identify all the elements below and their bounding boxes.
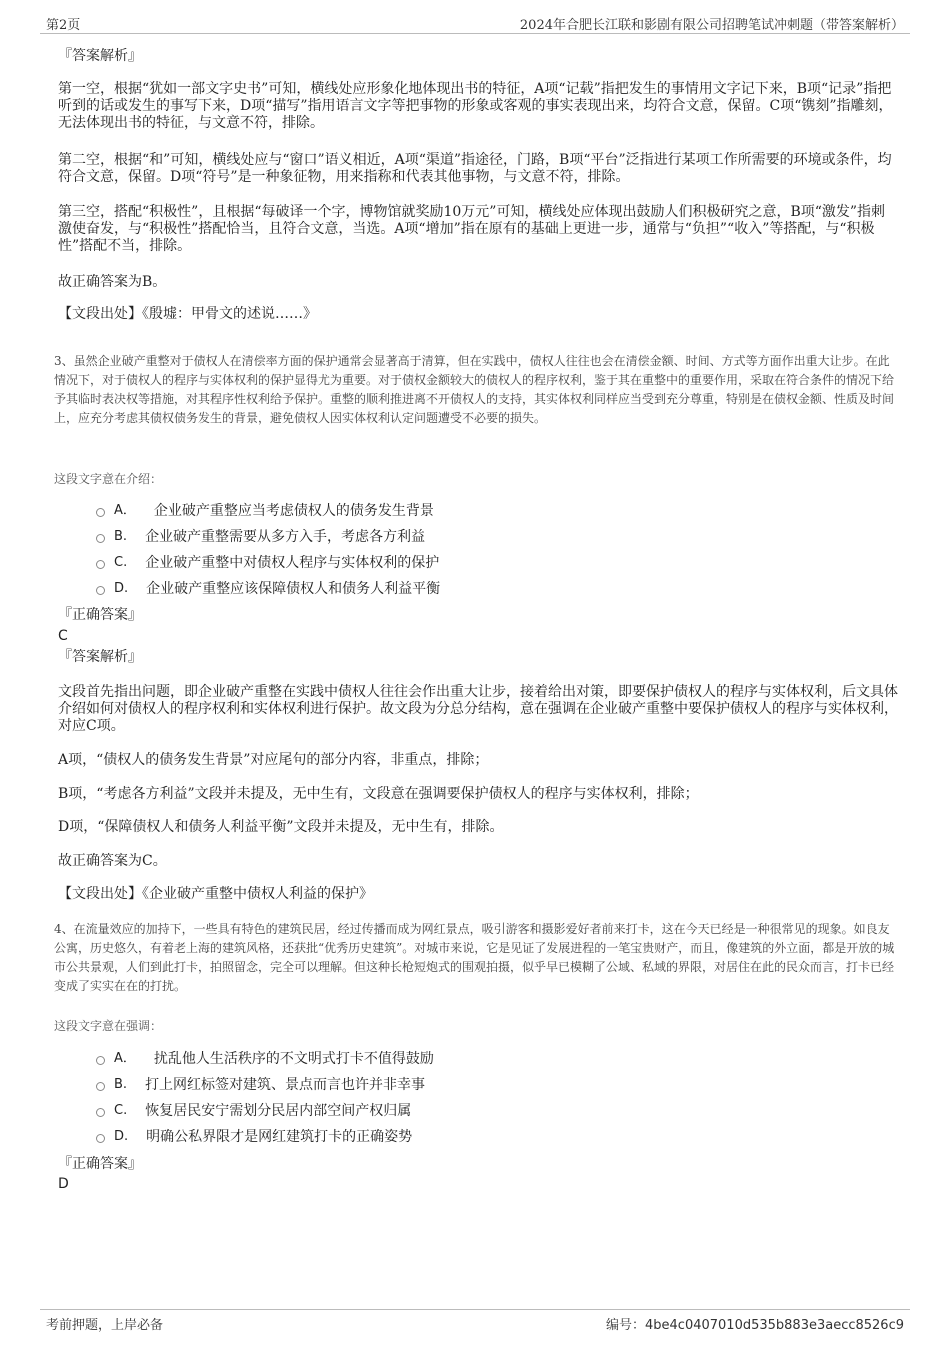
code-value: 4be4c0407010d535b883e3aecc8526c9 <box>645 1318 904 1333</box>
q4-option-d[interactable] <box>96 1127 412 1147</box>
q3-question-text: 3、虽然企业破产重整对于债权人在清偿率方面的保护通常会显著高于清算，但在实践中，债权人往往也会在清偿金额、时间、方式等方面作出重大让步。在此情况下，对于债权人的程序与实体权利的保护显得尤为重要。对于债权金额较大的债权人的程序权利，鉴于其在重整中的重要作用，采取在符合条件的情况下给予其临时表决权等措施，对其程序性权利给予保护。重整的顺利推进离不开债权人的支持，其实体权利同样应当受到充分尊重，特别是在债权金额、性质及时间上，应充分考虑其债权债务发生的背景，避免债权人因实体权利认定问题遭受不必要的损失。 <box>54 354 895 425</box>
q3-source: 【文段出处】《企业破产重整中债权人利益的保护》 <box>58 886 373 902</box>
radio-button[interactable] <box>96 1108 105 1117</box>
q3-option-c[interactable] <box>96 553 439 573</box>
q3-analysis-p3: B项，“考虑各方利益”文段并未提及，无中生有，文段意在强调要保护债权人的程序与实体权利，排除； <box>58 786 699 802</box>
option-text: 明确公私界限才是网红建筑打卡的正确姿势 <box>146 1129 413 1145</box>
option-text: 打上网红标签对建筑、景点而言也许并非幸事 <box>145 1077 426 1093</box>
document-title: 2024年合肥长江联和影剧有限公司招聘笔试冲刺题（带答案解析） <box>519 18 904 33</box>
option-letter: B. <box>114 529 128 544</box>
footer-code <box>606 1314 904 1333</box>
option-letter: C. <box>114 1103 128 1118</box>
q3-correct-label: 『正确答案』 <box>58 607 142 623</box>
footer-slogan: 考前押题，上岸必备 <box>46 1318 164 1333</box>
radio-button[interactable] <box>96 1082 105 1091</box>
option-letter: A． <box>114 1051 136 1066</box>
q3-option-d[interactable] <box>96 579 440 599</box>
option-text: 企业破产重整中对债权人程序与实体权利的保护 <box>145 555 440 571</box>
radio-button[interactable] <box>96 508 105 517</box>
q4-option-b[interactable] <box>96 1075 425 1095</box>
q2-analysis-p2: 第二空，根据“和”可知，横线处应与“窗口”语义相近，A项“渠道”指途径，门路，B项“平台”泛指进行某项工作所需要的环境或条件，均符合文意，保留。D项“符号”是一种象征物，用来指称和代表其他事物，与文意不符，排除。 <box>58 152 892 185</box>
footer-divider <box>40 1309 910 1310</box>
q3-correct-answer: C <box>58 628 68 644</box>
q3-analysis-p2: A项，“债权人的债务发生背景”对应尾句的部分内容，非重点，排除； <box>58 752 489 768</box>
code-label: 编号： <box>605 1318 645 1333</box>
q3-analysis-p4: D项，“保障债权人和债务人利益平衡”文段并未提及，无中生有，排除。 <box>58 819 504 835</box>
q3-prompt: 这段文字意在介绍： <box>54 472 163 486</box>
q4-option-a[interactable] <box>96 1049 434 1069</box>
q3-option-a[interactable] <box>96 501 434 521</box>
option-text: 扰乱他人生活秩序的不文明式打卡不值得鼓励 <box>153 1051 434 1067</box>
q4-prompt: 这段文字意在强调： <box>54 1019 163 1033</box>
radio-button[interactable] <box>96 1056 105 1065</box>
page-number: 第2页 <box>46 18 81 33</box>
option-letter: D. <box>114 1129 129 1144</box>
option-text: 企业破产重整应当考虑债权人的债务发生背景 <box>153 503 434 519</box>
q2-analysis-p3: 第三空，搭配“积极性”，且根据“每破译一个字，博物馆就奖励10万元”可知，横线处应体现出鼓励人们积极研究之意，B项“激发”指刺激使奋发，与“积极性”搭配恰当，且符合文意，当选。A项“增加”指在原有的基础上更进一步，通常与“负担”“收入”等搭配，与“积极性”搭配不当，排除。 <box>58 204 886 254</box>
q4-correct-label: 『正确答案』 <box>58 1156 142 1172</box>
option-text: 企业破产重整应该保障债权人和债务人利益平衡 <box>146 581 441 597</box>
option-letter: D. <box>114 581 129 596</box>
radio-button[interactable] <box>96 586 105 595</box>
option-letter: B. <box>114 1077 128 1092</box>
option-text: 企业破产重整需要从多方入手，考虑各方利益 <box>145 529 426 545</box>
radio-button[interactable] <box>96 1134 105 1143</box>
q4-correct-answer: D <box>58 1176 69 1192</box>
q3-conclusion: 故正确答案为C。 <box>58 853 167 869</box>
radio-button[interactable] <box>96 534 105 543</box>
q2-conclusion: 故正确答案为B。 <box>58 274 167 290</box>
q4-option-c[interactable] <box>96 1101 411 1121</box>
q3-analysis-label: 『答案解析』 <box>58 649 142 665</box>
q4-question-text: 4、在流量效应的加持下，一些具有特色的建筑民居，经过传播而成为网红景点，吸引游客和摄影爱好者前来打卡，这在今天已经是一种很常见的现象。如良友公寓，历史悠久，有着老上海的建筑风格，还获批“优秀历史建筑”。对城市来说，它是见证了发展进程的一笔宝贵财产，而且，像建筑的外立面，都是开放的城市公共景观，人们到此打卡，拍照留念，完全可以理解。但这种长枪短炮式的围观拍摄，似乎早已模糊了公域、私域的界限，对居住在此的民众而言，打卡已经变成了实实在在的打扰。 <box>54 922 895 993</box>
option-text: 恢复居民安宁需划分民居内部空间产权归属 <box>145 1103 412 1119</box>
q3-analysis-p1: 文段首先指出问题，即企业破产重整在实践中债权人往往会作出重大让步，接着给出对策，即要保护债权人的程序与实体权利，后文具体介绍如何对债权人的程序权利和实体权利进行保护。故文段为分总分结构，意在强调在企业破产重整中要保护债权人的程序与实体权利，对应C项。 <box>58 684 898 734</box>
header-divider <box>40 33 910 34</box>
option-letter: C. <box>114 555 128 570</box>
q2-analysis-p1: 第一空，根据“犹如一部文字史书”可知，横线处应形象化地体现出书的特征，A项“记载”指把发生的事情用文字记下来，B项“记录”指把听到的话或发生的事写下来，D项“描写”指用语言文字等把事物的形象或客观的事实表现出来，均符合文意，保留。C项“镌刻”指雕刻，无法体现出书的特征，与文意不符，排除。 <box>58 81 893 131</box>
option-letter: A． <box>114 503 136 518</box>
q2-source: 【文段出处】《殷墟：甲骨文的述说……》 <box>58 306 317 322</box>
q2-analysis-label: 『答案解析』 <box>58 48 142 64</box>
q3-option-b[interactable] <box>96 527 425 547</box>
radio-button[interactable] <box>96 560 105 569</box>
